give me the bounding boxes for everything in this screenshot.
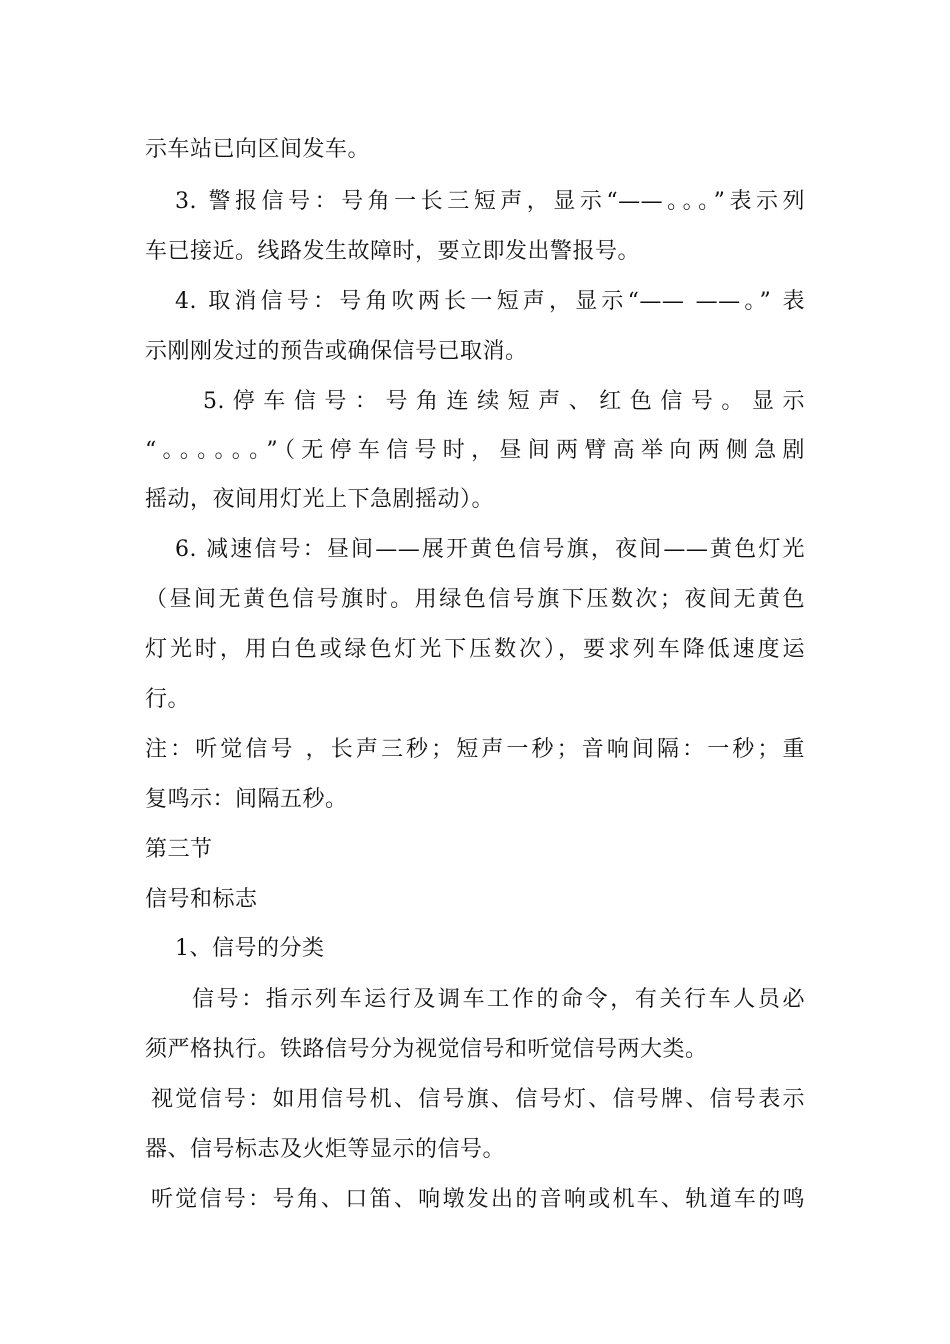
cancel-signal-line-1: 4. 取消信号：号角吹两长一短声，显示“—— ——。” 表 (175, 289, 805, 314)
visual-signal-line-2: 器、信号标志及火炬等显示的信号。 (145, 1137, 506, 1162)
slowdown-signal-line-4: 行。 (145, 687, 191, 712)
note-line-1: 注：听觉信号 ，长声三秒；短声一秒；音响间隔：一秒；重 (145, 737, 805, 762)
section-heading: 第三节 (145, 837, 213, 862)
cancel-signal-line-2: 示刚刚发过的预告或确保信号已取消。 (145, 339, 528, 364)
note-line-2: 复鸣示：间隔五秒。 (145, 787, 348, 812)
alarm-signal-line-2: 车已接近。线路发生故障时，要立即发出警报号。 (145, 239, 641, 264)
subsection-title: 1、信号的分类 (175, 936, 325, 961)
slowdown-signal-line-3: 灯光时，用白色或绿色灯光下压数次），要求列车降低速度运 (145, 637, 805, 662)
section-title: 信号和标志 (145, 887, 258, 912)
stop-signal-line-1: 5. 停 车 信 号 ： 号 角 连 续 短 声 、 红 色 信 号 。 显 示 (203, 389, 805, 414)
paragraph-line-1: 示车站已向区间发车。 (145, 137, 371, 162)
signal-definition-line-1: 信号：指示列车运行及调车工作的命令，有关行车人员必 (192, 987, 805, 1012)
audible-signal-line-1: 听觉信号：号角、口笛、响墩发出的音响或机车、轨道车的鸣 (151, 1187, 805, 1212)
visual-signal-line-1: 视觉信号：如用信号机、信号旗、信号灯、信号牌、信号表示 (151, 1087, 805, 1112)
alarm-signal-line-1: 3. 警报信号：号角一长三短声，显示“——。。。”表示列 (175, 189, 805, 214)
stop-signal-line-2: “。。。。。。”（无停车信号时，昼间两臂高举向两侧急剧 (145, 438, 805, 463)
stop-signal-line-3: 摇动，夜间用灯光上下急剧摇动）。 (145, 487, 495, 512)
slowdown-signal-line-1: 6. 减速信号：昼间——展开黄色信号旗，夜间——黄色灯光 (175, 537, 805, 562)
signal-definition-line-2: 须严格执行。铁路信号分为视觉信号和听觉信号两大类。 (145, 1037, 708, 1062)
slowdown-signal-line-2: （昼间无黄色信号旗时。用绿色信号旗下压数次；夜间无黄色 (145, 587, 805, 612)
